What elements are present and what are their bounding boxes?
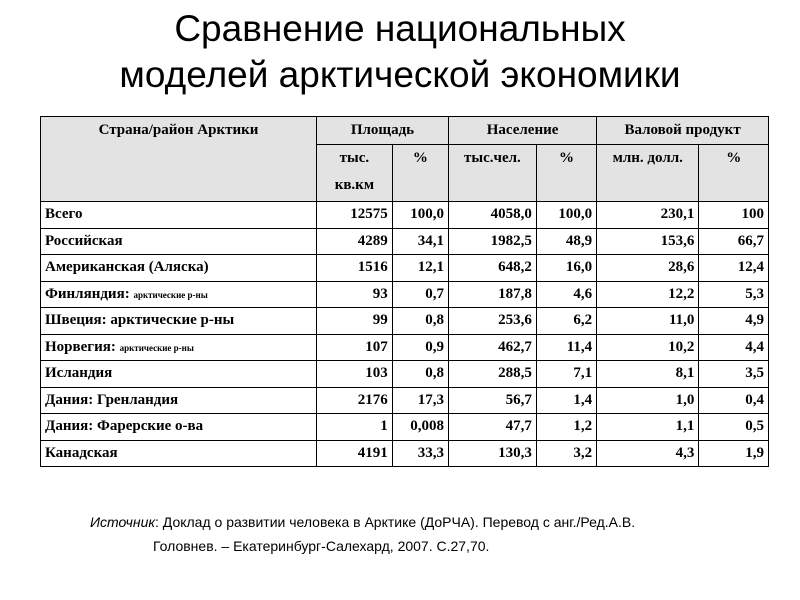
cell-area-pct: 33,3 bbox=[392, 440, 448, 467]
comparison-table bbox=[40, 116, 769, 467]
cell-gdp-pct: 100 bbox=[699, 202, 769, 229]
cell-area-pct: 0,8 bbox=[392, 361, 448, 388]
table-row bbox=[41, 202, 769, 229]
country-name-main: Американская (Аляска) bbox=[45, 259, 209, 276]
table-row bbox=[41, 255, 769, 282]
header-country: Страна/район Арктики bbox=[41, 117, 317, 202]
cell-area: 99 bbox=[317, 308, 393, 335]
cell-pop: 187,8 bbox=[448, 281, 536, 308]
header-gdp: Валовой продукт bbox=[597, 117, 769, 145]
cell-pop-pct: 1,4 bbox=[536, 387, 596, 414]
slide-title-line2: моделей арктической экономики bbox=[119, 54, 681, 95]
cell-pop: 1982,5 bbox=[448, 228, 536, 255]
cell-area-pct: 12,1 bbox=[392, 255, 448, 282]
cell-pop-pct: 1,2 bbox=[536, 414, 596, 441]
table-row bbox=[41, 414, 769, 441]
country-name bbox=[41, 440, 317, 467]
slide-title-line1: Сравнение национальных bbox=[174, 8, 626, 49]
cell-area: 2176 bbox=[317, 387, 393, 414]
cell-area: 107 bbox=[317, 334, 393, 361]
cell-gdp: 153,6 bbox=[597, 228, 699, 255]
cell-area-pct: 17,3 bbox=[392, 387, 448, 414]
slide-title bbox=[0, 6, 800, 98]
country-name-main: Исландия bbox=[45, 365, 113, 382]
cell-gdp-pct: 1,9 bbox=[699, 440, 769, 467]
cell-pop-pct: 3,2 bbox=[536, 440, 596, 467]
cell-area: 4191 bbox=[317, 440, 393, 467]
cell-area: 1 bbox=[317, 414, 393, 441]
cell-gdp-pct: 5,3 bbox=[699, 281, 769, 308]
cell-gdp: 11,0 bbox=[597, 308, 699, 335]
cell-area: 4289 bbox=[317, 228, 393, 255]
unit-pop-abs: тыс.чел. bbox=[448, 145, 536, 202]
source-text-line1: : Доклад о развитии человека в Арктике (ДоРЧА). Перевод с анг./Ред.А.В. bbox=[155, 514, 636, 530]
cell-gdp: 230,1 bbox=[597, 202, 699, 229]
header-area: Площадь bbox=[317, 117, 449, 145]
cell-gdp-pct: 4,4 bbox=[699, 334, 769, 361]
cell-pop-pct: 100,0 bbox=[536, 202, 596, 229]
country-name bbox=[41, 228, 317, 255]
cell-pop: 56,7 bbox=[448, 387, 536, 414]
source-note bbox=[90, 510, 770, 558]
cell-area: 103 bbox=[317, 361, 393, 388]
header-population: Население bbox=[448, 117, 596, 145]
cell-pop: 130,3 bbox=[448, 440, 536, 467]
header-row bbox=[41, 117, 769, 145]
cell-gdp-pct: 66,7 bbox=[699, 228, 769, 255]
cell-pop-pct: 4,6 bbox=[536, 281, 596, 308]
cell-pop: 4058,0 bbox=[448, 202, 536, 229]
cell-area-pct: 0,8 bbox=[392, 308, 448, 335]
cell-gdp-pct: 4,9 bbox=[699, 308, 769, 335]
cell-pop: 648,2 bbox=[448, 255, 536, 282]
cell-area-pct: 0,7 bbox=[392, 281, 448, 308]
cell-area-pct: 100,0 bbox=[392, 202, 448, 229]
cell-gdp: 1,0 bbox=[597, 387, 699, 414]
cell-gdp-pct: 12,4 bbox=[699, 255, 769, 282]
cell-area-pct: 34,1 bbox=[392, 228, 448, 255]
cell-gdp: 1,1 bbox=[597, 414, 699, 441]
country-name-main: Канадская bbox=[45, 444, 118, 461]
country-name-main: Всего bbox=[45, 206, 83, 223]
country-name-main: Российская bbox=[45, 232, 123, 249]
cell-gdp: 28,6 bbox=[597, 255, 699, 282]
cell-area: 93 bbox=[317, 281, 393, 308]
table-row bbox=[41, 228, 769, 255]
cell-area-pct: 0,9 bbox=[392, 334, 448, 361]
cell-pop: 288,5 bbox=[448, 361, 536, 388]
cell-gdp: 4,3 bbox=[597, 440, 699, 467]
unit-gdp-pct: % bbox=[699, 145, 769, 202]
cell-gdp: 8,1 bbox=[597, 361, 699, 388]
country-name-main: Финляндия: bbox=[45, 285, 134, 302]
country-name bbox=[41, 387, 317, 414]
source-text-line2: Головнев. – Екатеринбург-Салехард, 2007. С.27,70. bbox=[153, 538, 490, 554]
country-name bbox=[41, 308, 317, 335]
unit-pop-pct: % bbox=[536, 145, 596, 202]
country-name-main: Дания: Фарерские о-ва bbox=[45, 418, 204, 435]
cell-gdp: 10,2 bbox=[597, 334, 699, 361]
cell-pop: 462,7 bbox=[448, 334, 536, 361]
table-row bbox=[41, 281, 769, 308]
country-name bbox=[41, 202, 317, 229]
country-name-suffix: арктические р-ны bbox=[133, 289, 208, 300]
cell-pop-pct: 11,4 bbox=[536, 334, 596, 361]
cell-gdp-pct: 0,4 bbox=[699, 387, 769, 414]
cell-area: 1516 bbox=[317, 255, 393, 282]
table-row bbox=[41, 308, 769, 335]
table-row bbox=[41, 361, 769, 388]
unit-gdp-abs: млн. долл. bbox=[597, 145, 699, 202]
cell-gdp-pct: 3,5 bbox=[699, 361, 769, 388]
cell-pop-pct: 48,9 bbox=[536, 228, 596, 255]
cell-pop-pct: 6,2 bbox=[536, 308, 596, 335]
source-label: Источник bbox=[90, 514, 156, 530]
cell-gdp-pct: 0,5 bbox=[699, 414, 769, 441]
cell-area-pct: 0,008 bbox=[392, 414, 448, 441]
table-row bbox=[41, 387, 769, 414]
cell-pop: 253,6 bbox=[448, 308, 536, 335]
country-name bbox=[41, 255, 317, 282]
country-name bbox=[41, 361, 317, 388]
country-name bbox=[41, 281, 317, 308]
country-name-suffix: арктические р-ны bbox=[119, 342, 194, 353]
country-name-main: Дания: Гренландия bbox=[45, 391, 179, 408]
cell-pop: 47,7 bbox=[448, 414, 536, 441]
cell-area: 12575 bbox=[317, 202, 393, 229]
country-name bbox=[41, 334, 317, 361]
country-name-main: Норвегия: bbox=[45, 338, 120, 355]
table-row bbox=[41, 334, 769, 361]
unit-area-abs: тыс. кв.км bbox=[317, 145, 393, 202]
cell-pop-pct: 7,1 bbox=[536, 361, 596, 388]
cell-pop-pct: 16,0 bbox=[536, 255, 596, 282]
country-name-main: Швеция: арктические р-ны bbox=[45, 312, 235, 329]
cell-gdp: 12,2 bbox=[597, 281, 699, 308]
country-name bbox=[41, 414, 317, 441]
unit-area-pct: % bbox=[392, 145, 448, 202]
table-row bbox=[41, 440, 769, 467]
